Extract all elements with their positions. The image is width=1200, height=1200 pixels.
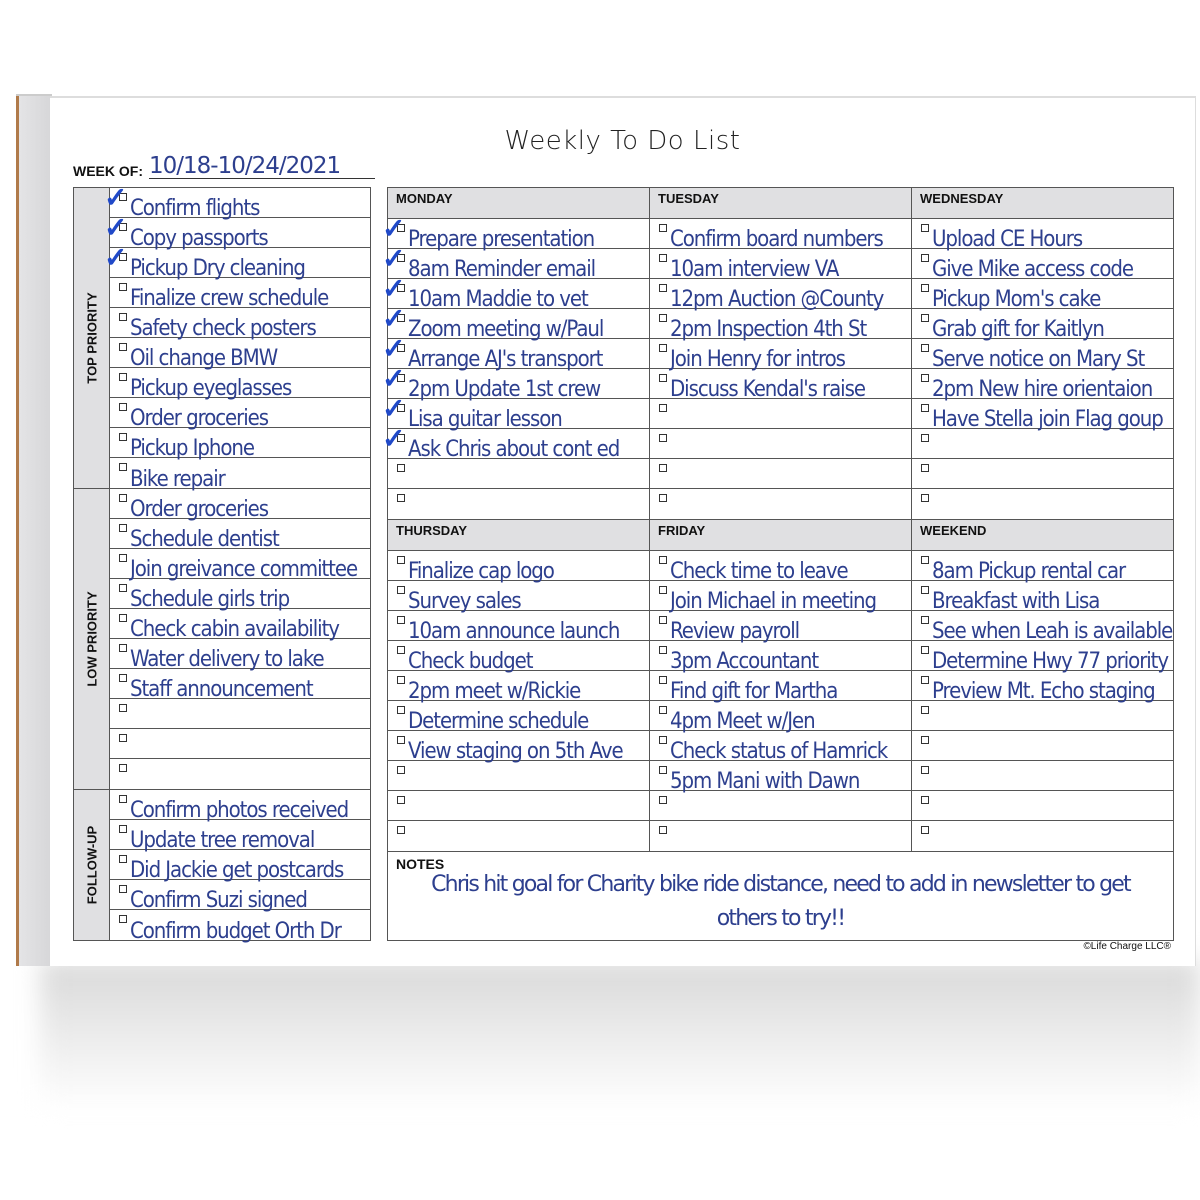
todo-row[interactable] xyxy=(388,731,649,764)
todo-row[interactable] xyxy=(388,761,649,791)
todo-text: Discuss Kendal's raise xyxy=(670,377,865,402)
checkbox[interactable] xyxy=(659,826,667,834)
checkbox[interactable] xyxy=(659,374,667,382)
todo-row[interactable] xyxy=(912,551,1173,584)
todo-text: 5pm Mani with Dawn xyxy=(670,769,860,794)
day-column xyxy=(388,520,650,851)
todo-text: Prepare presentation xyxy=(408,227,595,252)
todo-text: Pickup Dry cleaning xyxy=(130,256,305,281)
copyright: ©Life Charge LLC® xyxy=(1083,941,1171,952)
section-label: FOLLOW-UP xyxy=(84,825,99,905)
todo-text: Confirm Suzi signed xyxy=(130,888,307,913)
checkbox[interactable] xyxy=(659,586,667,594)
checkbox[interactable] xyxy=(659,494,667,502)
todo-row[interactable] xyxy=(650,309,911,342)
todo-text: Review payroll xyxy=(670,619,800,644)
checkbox[interactable] xyxy=(119,885,127,893)
checkbox[interactable] xyxy=(921,766,929,774)
checkbox[interactable] xyxy=(397,586,405,594)
todo-row[interactable] xyxy=(110,489,370,522)
checkbox[interactable] xyxy=(119,313,127,321)
checkbox[interactable] xyxy=(921,676,929,684)
todo-text: 2pm New hire orientaion xyxy=(932,377,1153,402)
todo-row[interactable] xyxy=(382,303,649,342)
priority-column xyxy=(73,182,371,944)
todo-text: Join greivance committee xyxy=(130,557,358,582)
section-rows xyxy=(110,790,370,944)
todo-text: Check budget xyxy=(408,649,533,674)
checkbox[interactable] xyxy=(921,314,929,322)
checkbox[interactable] xyxy=(397,796,405,804)
todo-text: Confirm board numbers xyxy=(670,227,883,252)
checkbox[interactable] xyxy=(119,554,127,562)
day-rows xyxy=(912,551,1173,851)
todo-row[interactable] xyxy=(110,398,370,431)
todo-row[interactable] xyxy=(110,639,370,672)
todo-text: 2pm Inspection 4th St xyxy=(670,317,867,342)
todo-row[interactable] xyxy=(110,519,370,552)
todo-row[interactable] xyxy=(110,428,370,461)
checkbox[interactable] xyxy=(659,224,667,232)
pad-edge xyxy=(16,94,52,966)
checkbox[interactable] xyxy=(659,434,667,442)
checkmark-icon: ✓ xyxy=(382,333,406,364)
todo-text: Pickup Iphone xyxy=(130,436,254,461)
todo-row[interactable] xyxy=(650,429,911,459)
checkbox[interactable] xyxy=(119,584,127,592)
todo-row[interactable] xyxy=(104,242,370,281)
todo-row[interactable] xyxy=(110,790,370,823)
checkbox[interactable] xyxy=(119,283,127,291)
checkbox[interactable] xyxy=(119,403,127,411)
todo-text: Water delivery to lake xyxy=(130,647,324,672)
checkbox[interactable] xyxy=(659,404,667,412)
todo-text: 10am Maddie to vet xyxy=(408,287,588,312)
todo-row[interactable] xyxy=(388,821,649,851)
checkbox[interactable] xyxy=(119,825,127,833)
todo-text: 2pm Update 1st crew xyxy=(408,377,601,402)
todo-row[interactable] xyxy=(388,581,649,614)
weekday-band-1 xyxy=(382,188,1173,520)
section-rows xyxy=(104,182,370,492)
checkbox[interactable] xyxy=(397,826,405,834)
week-of-value[interactable]: 10/18-10/24/2021 xyxy=(149,154,375,179)
todo-text: 4pm Meet w/Jen xyxy=(670,709,815,734)
todo-text: Survey sales xyxy=(408,589,521,614)
todo-row[interactable] xyxy=(912,369,1173,402)
todo-row[interactable] xyxy=(650,459,911,489)
checkmark-icon: ✓ xyxy=(104,182,128,213)
todo-row[interactable] xyxy=(912,791,1173,821)
todo-row[interactable] xyxy=(650,581,911,614)
todo-text: Staff announcement xyxy=(130,677,313,702)
todo-row[interactable] xyxy=(110,368,370,401)
todo-text: Copy passports xyxy=(130,226,268,251)
todo-row[interactable] xyxy=(912,399,1173,432)
todo-text: Determine schedule xyxy=(408,709,589,734)
todo-text: Check cabin availability xyxy=(130,617,339,642)
todo-row[interactable] xyxy=(382,363,649,402)
todo-row[interactable] xyxy=(382,393,649,432)
week-of xyxy=(73,154,375,179)
day-rows xyxy=(912,219,1173,519)
todo-row[interactable] xyxy=(388,701,649,734)
todo-row[interactable] xyxy=(650,701,911,734)
checkbox[interactable] xyxy=(119,644,127,652)
todo-row[interactable] xyxy=(650,369,911,402)
notes-label: NOTES xyxy=(396,856,445,872)
checkmark-icon: ✓ xyxy=(382,243,406,274)
page-title: Weekly To Do List xyxy=(504,126,741,156)
todo-text: Finalize crew schedule xyxy=(130,286,329,311)
checkbox[interactable] xyxy=(119,795,127,803)
todo-text: Schedule dentist xyxy=(130,527,279,552)
checkbox[interactable] xyxy=(119,614,127,622)
todo-row[interactable] xyxy=(912,821,1173,851)
day-column xyxy=(382,188,650,519)
checkbox[interactable] xyxy=(659,706,667,714)
todo-text: View staging on 5th Ave xyxy=(408,739,623,764)
todo-text: Give Mike access code xyxy=(932,257,1133,282)
checkbox[interactable] xyxy=(119,433,127,441)
checkbox[interactable] xyxy=(397,676,405,684)
todo-row[interactable] xyxy=(110,579,370,612)
checkbox[interactable] xyxy=(921,616,929,624)
checkbox[interactable] xyxy=(659,676,667,684)
todo-row[interactable] xyxy=(912,309,1173,342)
section-label-cell xyxy=(74,790,110,940)
weekday-band-2 xyxy=(388,520,1173,852)
todo-row[interactable] xyxy=(912,641,1173,674)
todo-text: Confirm budget Orth Dr xyxy=(130,919,341,944)
checkbox[interactable] xyxy=(119,463,127,471)
todo-row[interactable] xyxy=(110,699,370,729)
todo-row[interactable] xyxy=(104,212,370,251)
todo-row[interactable] xyxy=(912,701,1173,731)
checkbox[interactable] xyxy=(659,284,667,292)
todo-text: Zoom meeting w/Paul xyxy=(408,317,604,342)
checkbox[interactable] xyxy=(921,826,929,834)
checkbox[interactable] xyxy=(921,706,929,714)
day-header: MONDAY xyxy=(388,188,649,219)
checkbox[interactable] xyxy=(921,224,929,232)
todo-row[interactable] xyxy=(382,213,649,252)
checkbox[interactable] xyxy=(659,646,667,654)
day-rows xyxy=(650,551,911,851)
checkbox[interactable] xyxy=(659,254,667,262)
day-rows xyxy=(388,551,649,851)
checkbox[interactable] xyxy=(119,734,127,742)
todo-row[interactable] xyxy=(912,761,1173,791)
todo-text: Did Jackie get postcards xyxy=(130,858,344,883)
todo-text: 3pm Accountant xyxy=(670,649,819,674)
todo-text: Check time to leave xyxy=(670,559,848,584)
priority-section xyxy=(74,489,370,790)
todo-row[interactable] xyxy=(650,489,911,519)
priority-section xyxy=(74,182,370,492)
checkmark-icon: ✓ xyxy=(104,212,128,243)
todo-row[interactable] xyxy=(110,338,370,371)
todo-row[interactable] xyxy=(912,339,1173,372)
todo-text: 10am interview VA xyxy=(670,257,839,282)
checkbox[interactable] xyxy=(921,586,929,594)
todo-text: Finalize cap logo xyxy=(408,559,554,584)
todo-row[interactable] xyxy=(388,489,649,519)
todo-row[interactable] xyxy=(382,273,649,312)
todo-row[interactable] xyxy=(110,458,370,492)
checkbox[interactable] xyxy=(397,464,405,472)
todo-row[interactable] xyxy=(650,761,911,794)
checkbox[interactable] xyxy=(921,344,929,352)
todo-row[interactable] xyxy=(650,791,911,821)
todo-text: Safety check posters xyxy=(130,316,316,341)
todo-text: 10am announce launch xyxy=(408,619,620,644)
todo-row[interactable] xyxy=(912,249,1173,282)
todo-row[interactable] xyxy=(382,423,649,462)
checkbox[interactable] xyxy=(921,254,929,262)
checkbox[interactable] xyxy=(119,915,127,923)
pad-shadow xyxy=(40,960,1200,1110)
todo-row[interactable] xyxy=(650,249,911,282)
todo-row[interactable] xyxy=(650,821,911,851)
todo-row[interactable] xyxy=(110,759,370,789)
todo-row[interactable] xyxy=(388,611,649,644)
todo-row[interactable] xyxy=(388,459,649,489)
todo-row[interactable] xyxy=(388,671,649,704)
day-column xyxy=(650,188,912,519)
todo-row[interactable] xyxy=(110,850,370,883)
checkbox[interactable] xyxy=(659,556,667,564)
checkmark-icon: ✓ xyxy=(382,363,406,394)
checkmark-icon: ✓ xyxy=(104,242,128,273)
todo-row[interactable] xyxy=(110,910,370,944)
checkbox[interactable] xyxy=(397,736,405,744)
todo-text: Find gift for Martha xyxy=(670,679,838,704)
todo-text: Update tree removal xyxy=(130,828,315,853)
todo-row[interactable] xyxy=(388,791,649,821)
checkmark-icon: ✓ xyxy=(382,423,406,454)
todo-row[interactable] xyxy=(388,551,649,584)
todo-row[interactable] xyxy=(650,219,911,252)
checkbox[interactable] xyxy=(397,556,405,564)
day-column xyxy=(912,188,1173,519)
checkbox[interactable] xyxy=(921,556,929,564)
checkbox[interactable] xyxy=(119,494,127,502)
todo-row[interactable] xyxy=(382,333,649,372)
section-label: LOW PRIORITY xyxy=(84,591,99,687)
todo-text: 2pm meet w/Rickie xyxy=(408,679,581,704)
todo-row[interactable] xyxy=(110,609,370,642)
todo-row[interactable] xyxy=(912,671,1173,704)
todo-text: Have Stella join Flag goup xyxy=(932,407,1163,432)
planner-page xyxy=(50,96,1196,966)
todo-row[interactable] xyxy=(388,641,649,674)
week-of-label: WEEK OF: xyxy=(73,163,143,179)
todo-row[interactable] xyxy=(912,489,1173,519)
checkbox[interactable] xyxy=(659,616,667,624)
checkbox[interactable] xyxy=(397,766,405,774)
todo-row[interactable] xyxy=(650,731,911,764)
section-label-cell xyxy=(74,489,110,789)
priority-section xyxy=(74,790,370,944)
checkbox[interactable] xyxy=(921,646,929,654)
todo-text: Pickup Mom's cake xyxy=(932,287,1101,312)
todo-text: Join Henry for intros xyxy=(670,347,845,372)
todo-text: Lisa guitar lesson xyxy=(408,407,562,432)
todo-row[interactable] xyxy=(110,278,370,311)
todo-row[interactable] xyxy=(912,459,1173,489)
checkbox[interactable] xyxy=(119,373,127,381)
todo-text: Confirm flights xyxy=(130,196,260,221)
todo-row[interactable] xyxy=(110,669,370,702)
todo-text: Arrange AJ's transport xyxy=(408,347,603,372)
todo-text: Serve notice on Mary St xyxy=(932,347,1145,372)
day-header: FRIDAY xyxy=(650,520,911,551)
todo-text: Ask Chris about cont ed xyxy=(408,437,620,462)
todo-text: 8am Pickup rental car xyxy=(932,559,1126,584)
todo-text: 8am Reminder email xyxy=(408,257,596,282)
todo-text: Preview Mt. Echo staging xyxy=(932,679,1155,704)
checkbox[interactable] xyxy=(659,464,667,472)
checkbox[interactable] xyxy=(397,706,405,714)
todo-row[interactable] xyxy=(104,182,370,221)
notes-box[interactable] xyxy=(388,852,1173,940)
todo-text: Upload CE Hours xyxy=(932,227,1083,252)
days-grid xyxy=(382,187,1174,941)
checkbox[interactable] xyxy=(119,343,127,351)
todo-row[interactable] xyxy=(650,339,911,372)
todo-row[interactable] xyxy=(912,279,1173,312)
checkmark-icon: ✓ xyxy=(382,303,406,334)
todo-row[interactable] xyxy=(110,820,370,853)
checkbox[interactable] xyxy=(659,736,667,744)
todo-text: Bike repair xyxy=(130,467,225,492)
todo-text: Confirm photos received xyxy=(130,798,349,823)
day-rows xyxy=(650,219,911,519)
todo-text: Pickup eyeglasses xyxy=(130,376,292,401)
todo-row[interactable] xyxy=(110,880,370,913)
checkbox[interactable] xyxy=(119,855,127,863)
todo-row[interactable] xyxy=(382,243,649,282)
checkbox[interactable] xyxy=(119,524,127,532)
todo-row[interactable] xyxy=(912,581,1173,614)
checkmark-icon: ✓ xyxy=(382,213,406,244)
checkbox[interactable] xyxy=(921,374,929,382)
checkbox[interactable] xyxy=(921,464,929,472)
checkbox[interactable] xyxy=(921,404,929,412)
checkmark-icon: ✓ xyxy=(382,393,406,424)
notes-text: Chris hit goal for Charity bike ride distance, need to add in newsletter to get others to try!! xyxy=(431,872,1130,931)
todo-text: 12pm Auction @County xyxy=(670,287,884,312)
todo-text: Oil change BMW xyxy=(130,346,278,371)
checkbox[interactable] xyxy=(119,674,127,682)
todo-row[interactable] xyxy=(110,729,370,759)
checkbox[interactable] xyxy=(921,494,929,502)
todo-text: Join Michael in meeting xyxy=(670,589,876,614)
todo-row[interactable] xyxy=(110,308,370,341)
day-header: TUESDAY xyxy=(650,188,911,219)
todo-text: Check status of Hamrick xyxy=(670,739,888,764)
checkmark-icon: ✓ xyxy=(382,273,406,304)
todo-row[interactable] xyxy=(912,611,1173,644)
todo-row[interactable] xyxy=(912,219,1173,252)
day-column xyxy=(912,520,1173,851)
todo-row[interactable] xyxy=(650,671,911,704)
checkbox[interactable] xyxy=(397,646,405,654)
checkbox[interactable] xyxy=(659,766,667,774)
todo-text: Order groceries xyxy=(130,406,268,431)
todo-row[interactable] xyxy=(650,551,911,584)
todo-row[interactable] xyxy=(650,611,911,644)
checkbox[interactable] xyxy=(659,344,667,352)
checkbox[interactable] xyxy=(659,314,667,322)
todo-row[interactable] xyxy=(110,549,370,582)
checkbox[interactable] xyxy=(397,494,405,502)
checkbox[interactable] xyxy=(921,284,929,292)
todo-row[interactable] xyxy=(650,399,911,429)
day-column xyxy=(650,520,912,851)
checkbox[interactable] xyxy=(119,764,127,772)
section-label: TOP PRIORITY xyxy=(84,292,99,384)
checkbox[interactable] xyxy=(397,616,405,624)
todo-text: Order groceries xyxy=(130,497,268,522)
day-rows xyxy=(382,213,649,519)
todo-row[interactable] xyxy=(650,641,911,674)
day-header: WEDNESDAY xyxy=(912,188,1173,219)
todo-text: Breakfast with Lisa xyxy=(932,589,1100,614)
todo-row[interactable] xyxy=(912,731,1173,761)
section-rows xyxy=(110,489,370,789)
day-header: WEEKEND xyxy=(912,520,1173,551)
checkbox[interactable] xyxy=(119,704,127,712)
day-header: THURSDAY xyxy=(388,520,649,551)
checkbox[interactable] xyxy=(921,796,929,804)
todo-text: Schedule girls trip xyxy=(130,587,290,612)
todo-text: Grab gift for Kaitlyn xyxy=(932,317,1104,342)
todo-row[interactable] xyxy=(650,279,911,312)
todo-text: Determine Hwy 77 priority xyxy=(932,649,1169,674)
checkbox[interactable] xyxy=(659,796,667,804)
todo-row[interactable] xyxy=(912,429,1173,459)
checkbox[interactable] xyxy=(921,434,929,442)
todo-text: See when Leah is available xyxy=(932,619,1173,644)
checkbox[interactable] xyxy=(921,736,929,744)
